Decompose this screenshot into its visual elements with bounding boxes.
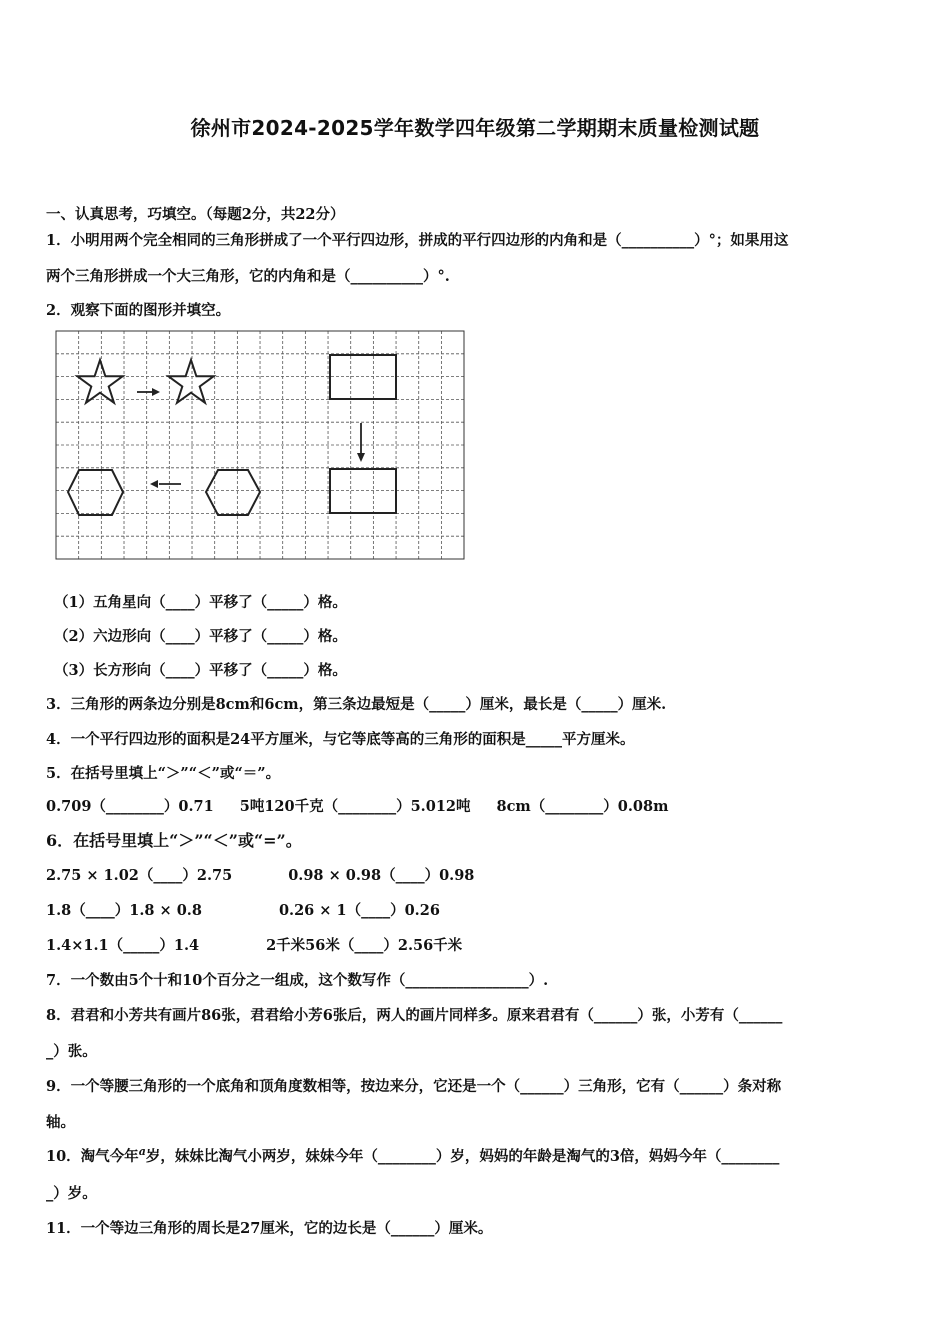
arrow-right-head [152,388,160,396]
question-4: 4．一个平行四边形的面积是24平方厘米，与它等底等高的三角形的面积是_____平方厘米。 [46,731,635,748]
question-2-sub-1: （1）五角星向（____）平移了（_____）格。 [54,594,347,611]
question-1-line-1: 1．小明用两个完全相同的三角形拼成了一个平行四边形，拼成的平行四边形的内角和是（__________）°；如果用这 [46,232,789,249]
question-6: 6．在括号里填上“＞”“＜”或“=”。 [46,831,302,850]
question-2: 2．观察下面的图形并填空。 [46,302,231,319]
question-5-item-2: 5吨120千克（________）5.012吨 [239,798,471,815]
hexagon-translated [68,470,123,515]
question-11: 11．一个等边三角形的周长是27厘米，它的边长是（______）厘米。 [46,1220,493,1237]
question-5-item-1: 0.709（________）0.71 [46,798,214,815]
question-8-line-2: _）张。 [46,1043,97,1060]
question-5-items [46,795,668,816]
question-10-variable: a [138,1145,146,1159]
arrow-down-head [357,453,365,462]
question-2-sub-2: （2）六边形向（____）平移了（_____）格。 [54,628,347,645]
question-10-post: 岁，妹妹比淘气小两岁，妹妹今年（________）岁，妈妈的年龄是淘气的3倍，妈妈今年（________ [145,1148,780,1165]
question-9-line-2: 轴。 [46,1114,75,1131]
question-2-sub-3: （3）长方形向（____）平移了（_____）格。 [54,662,347,679]
question-6-item-2a: 1.8（____）1.8 × 0.8 [46,902,202,919]
question-3: 3．三角形的两条边分别是8cm和6cm，第三条边最短是（_____）厘米，最长是（_____）厘米. [46,696,667,713]
question-5-item-3: 8cm（________）0.08m [496,798,669,815]
rectangle-original [330,355,396,399]
question-9-line-1: 9．一个等腰三角形的一个底角和顶角度数相等，按边来分，它还是一个（______）三角形，它有（______）条对称 [46,1078,782,1095]
question-6-item-3b: 2千米56米（____）2.56千米 [266,937,463,954]
translation-grid-figure [55,330,467,562]
page-title: 徐州市2024-2025学年数学四年级第二学期期末质量检测试题 [190,116,760,140]
question-6-item-3a: 1.4×1.1（_____）1.4 [46,937,200,954]
arrow-left-head [150,480,158,488]
star-translated [168,360,213,403]
star-original [77,360,122,403]
question-6-item-2b: 0.26 × 1（____）0.26 [278,902,440,919]
question-5: 5．在括号里填上“＞”“＜”或“＝”。 [46,765,281,782]
question-10-line-1 [46,1145,779,1166]
question-8-line-1: 8．君君和小芳共有画片86张，君君给小芳6张后，两人的画片同样多。原来君君有（______）张，小芳有（______ [46,1007,783,1024]
question-6-row-3 [46,934,462,955]
question-6-row-2 [46,899,440,920]
question-10-pre: 10．淘气今年 [46,1148,139,1165]
question-6-item-1a: 2.75 × 1.02（____）2.75 [46,867,233,884]
section-heading: 一、认真思考，巧填空。（每题2分，共22分） [46,206,345,223]
question-1-line-2: 两个三角形拼成一个大三角形，它的内角和是（__________）°. [46,268,450,285]
question-7: 7．一个数由5个十和10个百分之一组成，这个数写作（_________________）. [46,972,549,989]
hexagon-original [206,470,260,515]
question-6-item-1b: 0.98 × 0.98（____）0.98 [288,867,475,884]
question-10-line-2: _）岁。 [46,1185,97,1202]
question-6-row-1 [46,864,474,885]
